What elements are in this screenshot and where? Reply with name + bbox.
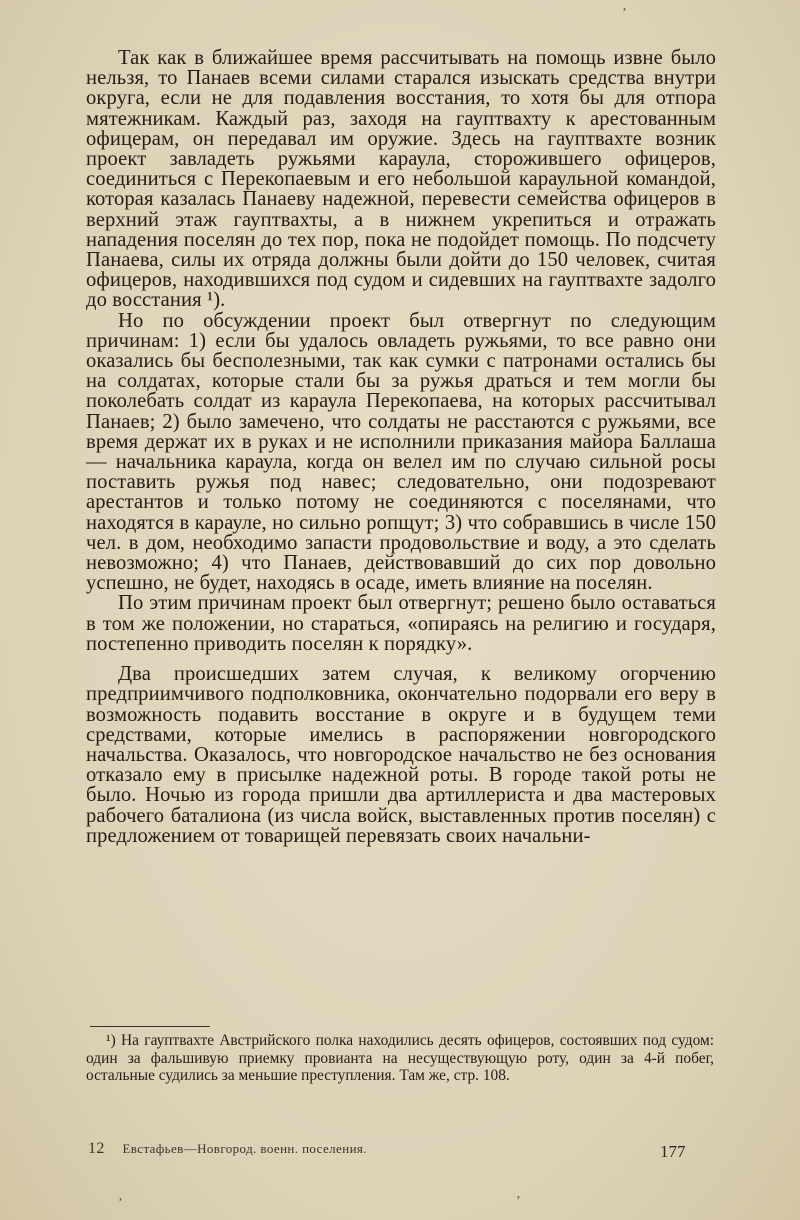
paragraph-4: Два происшедших затем случая, к великому огорчению предприимчивого подполковника, окончательно подорвали его веру в возможность подавить восстание в округе и в будущем теми средствами, которые имелись в распоряжении новгородского начальства. Оказалось, что новгородское начальство не без основания отказало ему в присылке надежной роты. В городе такой роты не было. Ночью из города пришли два артиллериста и два мастеровых рабочего баталиона (из числа войск, выставленных против поселян) с предложением от товарищей перевязать своих начальни- xyxy=(86,663,716,847)
footnote-text: ¹) На гауптвахте Австрийского полка находились десять офицеров, состоявших под судом: один за фальшивую приемку провианта на несуществующую роту, один за 4-й побег, остальные судились за меньшие преступления. Там же, стр. 108. xyxy=(86,1032,714,1084)
page-number: 177 xyxy=(660,1142,686,1161)
signature-text: Евстафьев—Новгород. военн. поселения. xyxy=(122,1141,367,1156)
printers-signature xyxy=(88,1140,367,1158)
paragraph-2: Но по обсуждении проект был отвергнут по следующим причинам: 1) если бы удалось овладеть ружьями, то все равно они оказались бы бесполезными, так как сумки с патронами остались бы на солдатах, которые стали бы за ружья драться и тем могли бы поколебать солдат из караула Перекопаева, на которых рассчитывал Панаев; 2) было замечено, что солдаты не расстаются с ружьями, все время держат их в руках и не исполнили приказания майора Баллаша — начальника караула, когда он велел им по случаю сильной росы поставить ружья под навес; следовательно, они подозревают арестантов и только потому не соединяются с поселянами, что находятся в карауле, но сильно ропщут; 3) что собравшись в числе 150 чел. в дом, необходимо запасти продовольствие и воду, а это сделать невозможно; 4) что Панаев, действовавший до сих пор довольно успешно, не будет, находясь в осаде, иметь влияние на поселян. xyxy=(86,309,716,595)
paragraph-3: По этим причинам проект был отвергнут; решено было оставаться в том же положении, но стараться, «опираясь на религию и государя, постепенно приводить поселян к порядку». xyxy=(86,592,716,655)
margin-tick-mark: ʼ xyxy=(516,1194,521,1209)
signature-number: 12 xyxy=(88,1140,105,1157)
margin-tick-mark: ʼ xyxy=(622,6,627,21)
footnote xyxy=(86,1032,714,1085)
margin-tick-mark: ʼ xyxy=(118,1196,123,1211)
footnote-rule xyxy=(90,1026,210,1027)
paragraph-1: Так как в ближайшее время рассчитывать на помощь извне было нельзя, то Панаев всеми силами старался изыскать средства внутри округа, если не для подавления восстания, то хотя бы для отпора мятежникам. Каждый раз, заходя на гауптвахту к арестованным офицерам, он передавал им оружие. Здесь на гауптвахте возник проект завладеть ружьями караула, сторожившего офицеров, соединиться с Перекопаевым и его небольшой караульной командой, которая казалась Панаеву надежной, перевести семейства офицеров в верхний этаж гауптвахты, а в нижнем укрепиться и отражать нападения поселян до тех пор, пока не подойдет помощь. По подсчету Панаева, силы их отряда должны были дойти до 150 человек, считая офицеров, находившихся под судом и сидевших на гауптвахте задолго до восстания ¹). xyxy=(86,47,716,312)
main-text xyxy=(86,48,716,846)
